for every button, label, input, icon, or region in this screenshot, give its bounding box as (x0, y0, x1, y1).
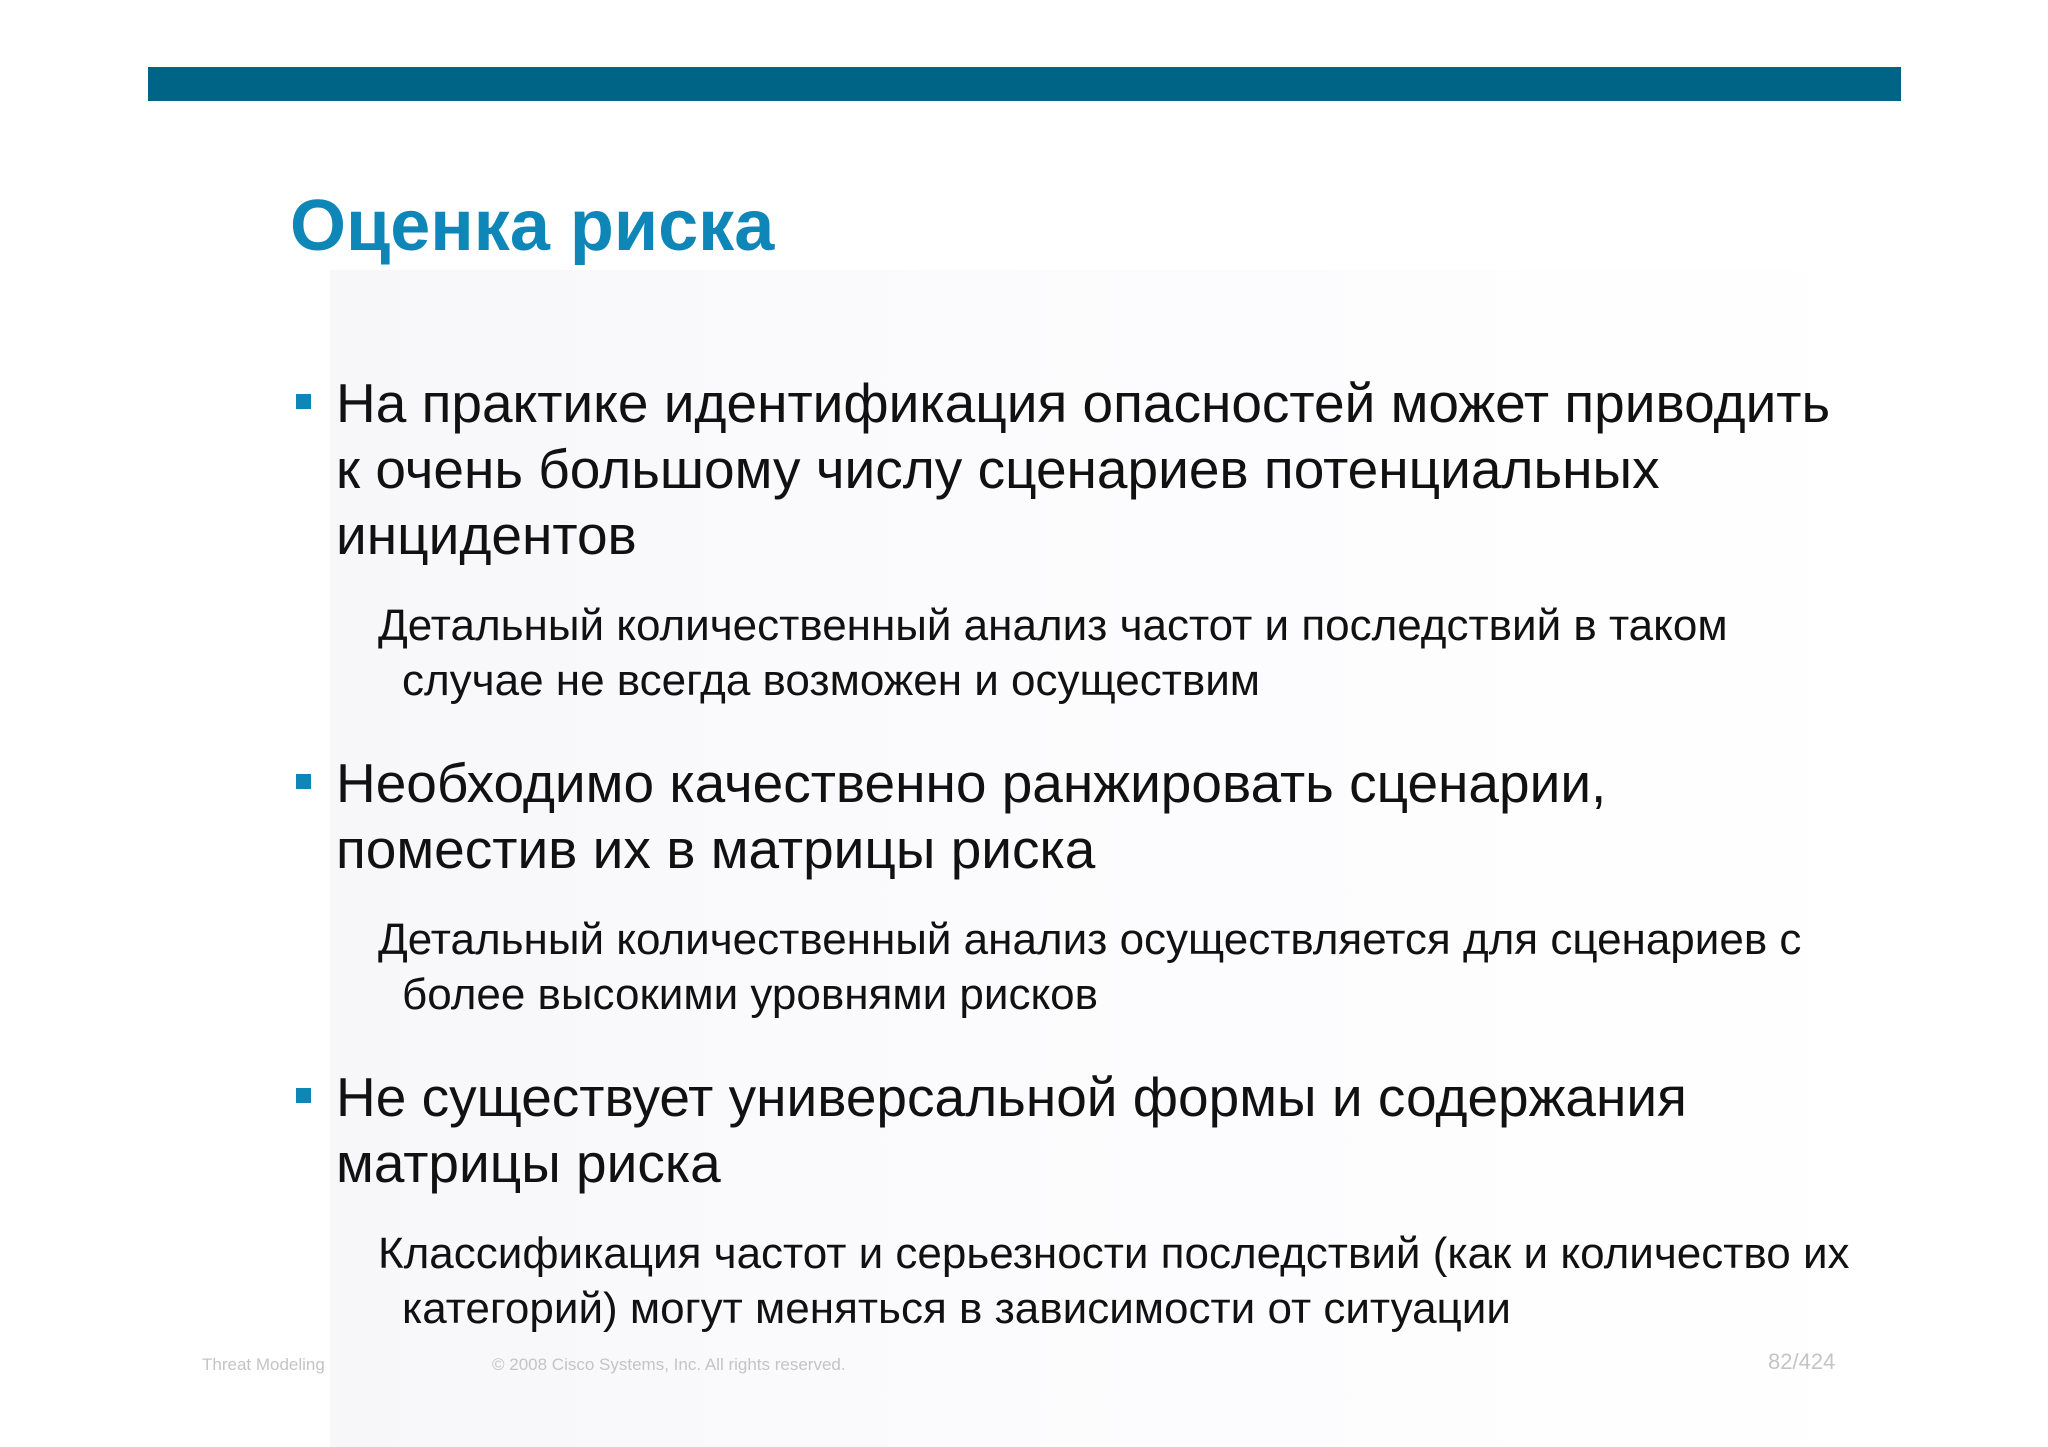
footer-copyright: © 2008 Cisco Systems, Inc. All rights reserved. (492, 1355, 846, 1374)
bullet-list (290, 370, 1850, 1336)
bullet-item (290, 750, 1850, 882)
bullet-item (290, 370, 1850, 568)
sub-item: Детальный количественный анализ осуществляется для сценариев с более высокими уровнями рисков (378, 915, 1802, 1019)
bullet-text: На практике идентификация опасностей может приводить к очень большому числу сценариев потенциальных инцидентов (336, 372, 1831, 566)
bullet-text: Не существует универсальной формы и содержания матрицы риска (336, 1066, 1687, 1194)
page-number: 82/424 (1768, 1349, 1836, 1374)
square-bullet-icon (296, 1088, 311, 1103)
sub-item: Классификация частот и серьезности последствий (как и количество их категорий) могут меняться в зависимости от ситуации (378, 1229, 1850, 1333)
bullet-item (290, 1064, 1850, 1196)
bullet-text: Необходимо качественно ранжировать сценарии, поместив их в матрицы риска (336, 752, 1607, 880)
header-bar (148, 67, 1901, 101)
square-bullet-icon (296, 774, 311, 789)
sub-item: Детальный количественный анализ частот и последствий в таком случае не всегда возможен и осуществим (378, 601, 1728, 705)
square-bullet-icon (296, 394, 311, 409)
slide-title: Оценка риска (290, 186, 775, 266)
footer-label: Threat Modeling (202, 1355, 325, 1374)
